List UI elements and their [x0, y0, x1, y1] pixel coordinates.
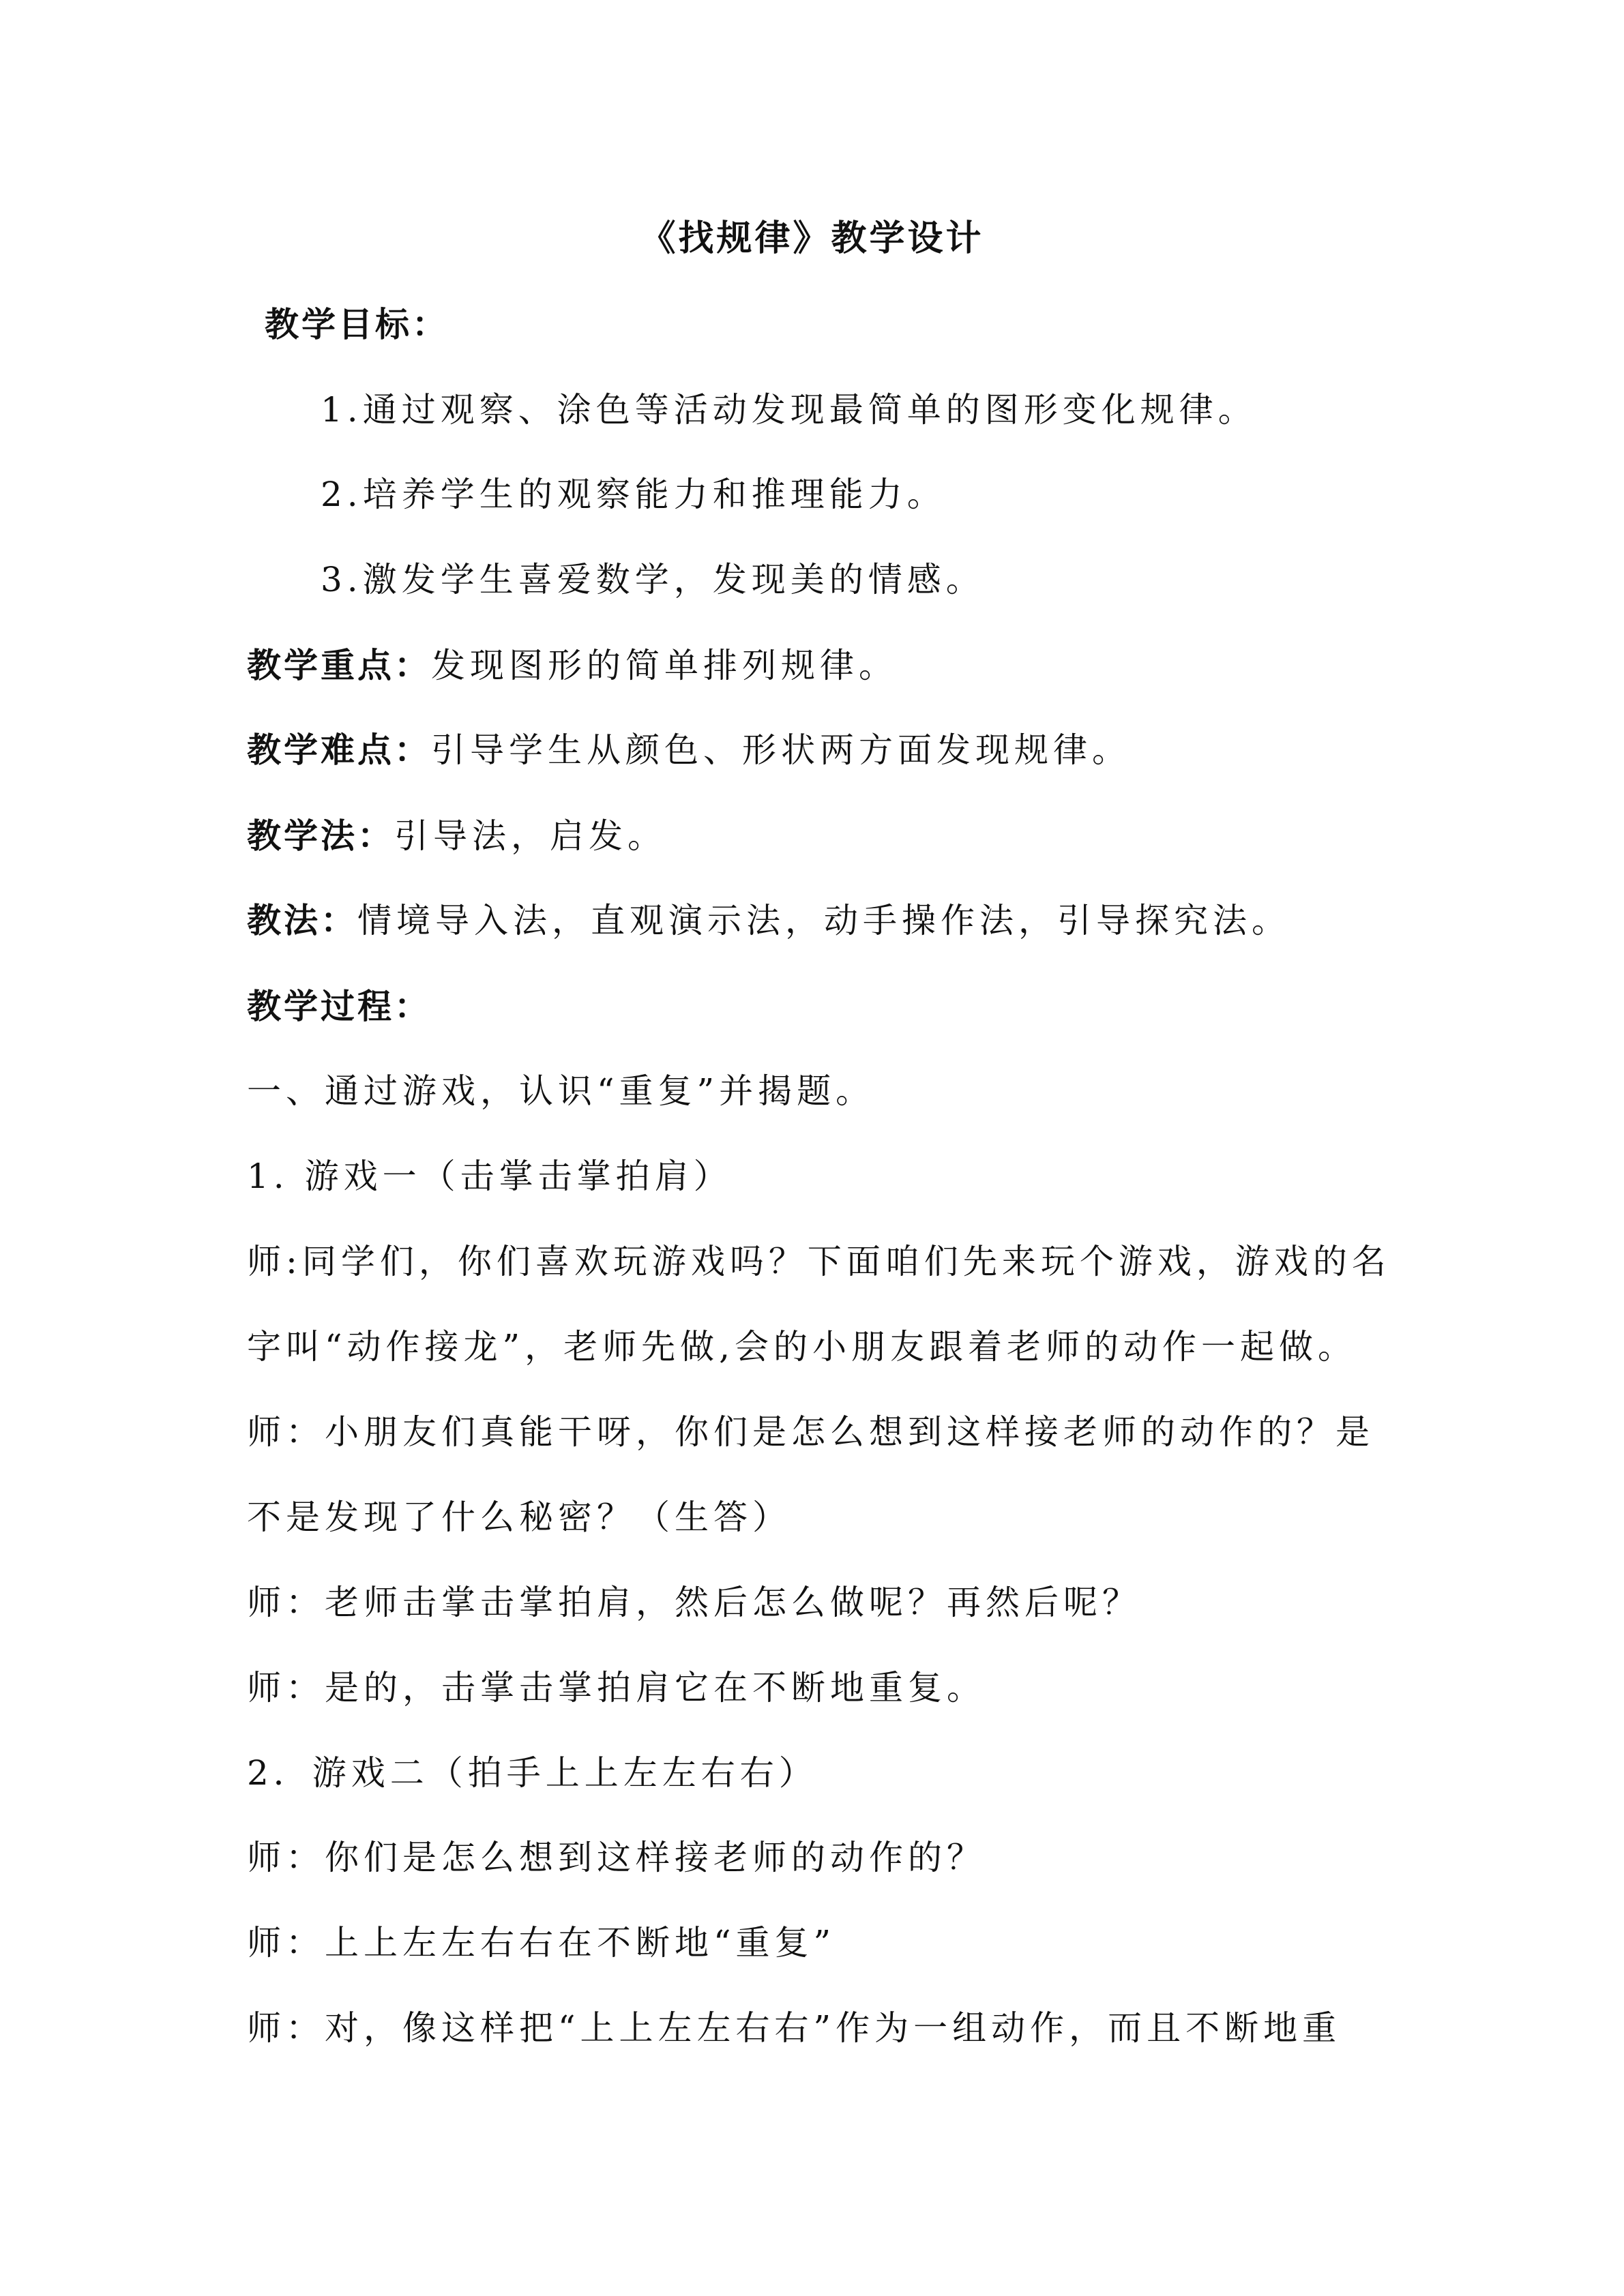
objective-2: 2.培养学生的观察能力和推理能力。: [321, 475, 946, 514]
process-line-12: 师：对，像这样把“上上左左右右”作为一组动作，而且不断地重: [247, 2008, 1342, 2048]
objectives-heading: 教学目标：: [265, 305, 449, 344]
difficulty: [247, 730, 1131, 771]
process-line-3: 师:同学们，你们喜欢玩游戏吗？下面咱们先来玩个游戏，游戏的名: [247, 1242, 1391, 1281]
process-line-5: 师：小朋友们真能干呀，你们是怎么想到这样接老师的动作的？是: [247, 1412, 1374, 1452]
difficulty-label: 教学难点：: [247, 730, 431, 770]
teaching-method-text: 情境导入法，直观演示法，动手操作法，引导探究法。: [357, 901, 1290, 940]
process-line-9: 2．游戏二（拍手上上左左右右）: [247, 1753, 818, 1793]
objective-1: 1.通过观察、涂色等活动发现最简单的图形变化规律。: [321, 390, 1257, 430]
teaching-method: [247, 900, 1290, 941]
process-line-4: 字叫“动作接龙”，老师先做,会的小朋友跟着老师的动作一起做。: [247, 1327, 1357, 1367]
learning-method: [247, 816, 666, 856]
document-title: 《找规律》教学设计: [640, 218, 984, 259]
process-line-7: 师：老师击掌击掌拍肩，然后怎么做呢？再然后呢？: [247, 1583, 1141, 1622]
process-line-8: 师：是的，击掌击掌拍肩它在不断地重复。: [247, 1668, 986, 1708]
learning-method-label: 教学法：: [247, 816, 394, 856]
process-line-10: 师：你们是怎么想到这样接老师的动作的？: [247, 1838, 986, 1877]
learning-method-text: 引导法，启发。: [394, 816, 666, 856]
process-line-6: 不是发现了什么秘密？（生答）: [247, 1497, 791, 1537]
process-line-2: 1. 游戏一（击掌击掌拍肩）: [247, 1157, 733, 1196]
key-point: [247, 645, 898, 686]
difficulty-text: 引导学生从颜色、形状两方面发现规律。: [431, 730, 1131, 770]
teaching-method-label: 教法：: [247, 901, 357, 940]
process-heading: 教学过程：: [247, 987, 431, 1026]
objective-3: 3.激发学生喜爱数学，发现美的情感。: [321, 560, 985, 599]
process-line-11: 师：上上左左右右在不断地“重复”: [247, 1923, 836, 1963]
process-line-1: 一、通过游戏，认识“重复”并揭题。: [247, 1071, 875, 1111]
key-point-text: 发现图形的简单排列规律。: [431, 646, 898, 685]
key-point-label: 教学重点：: [247, 646, 431, 685]
